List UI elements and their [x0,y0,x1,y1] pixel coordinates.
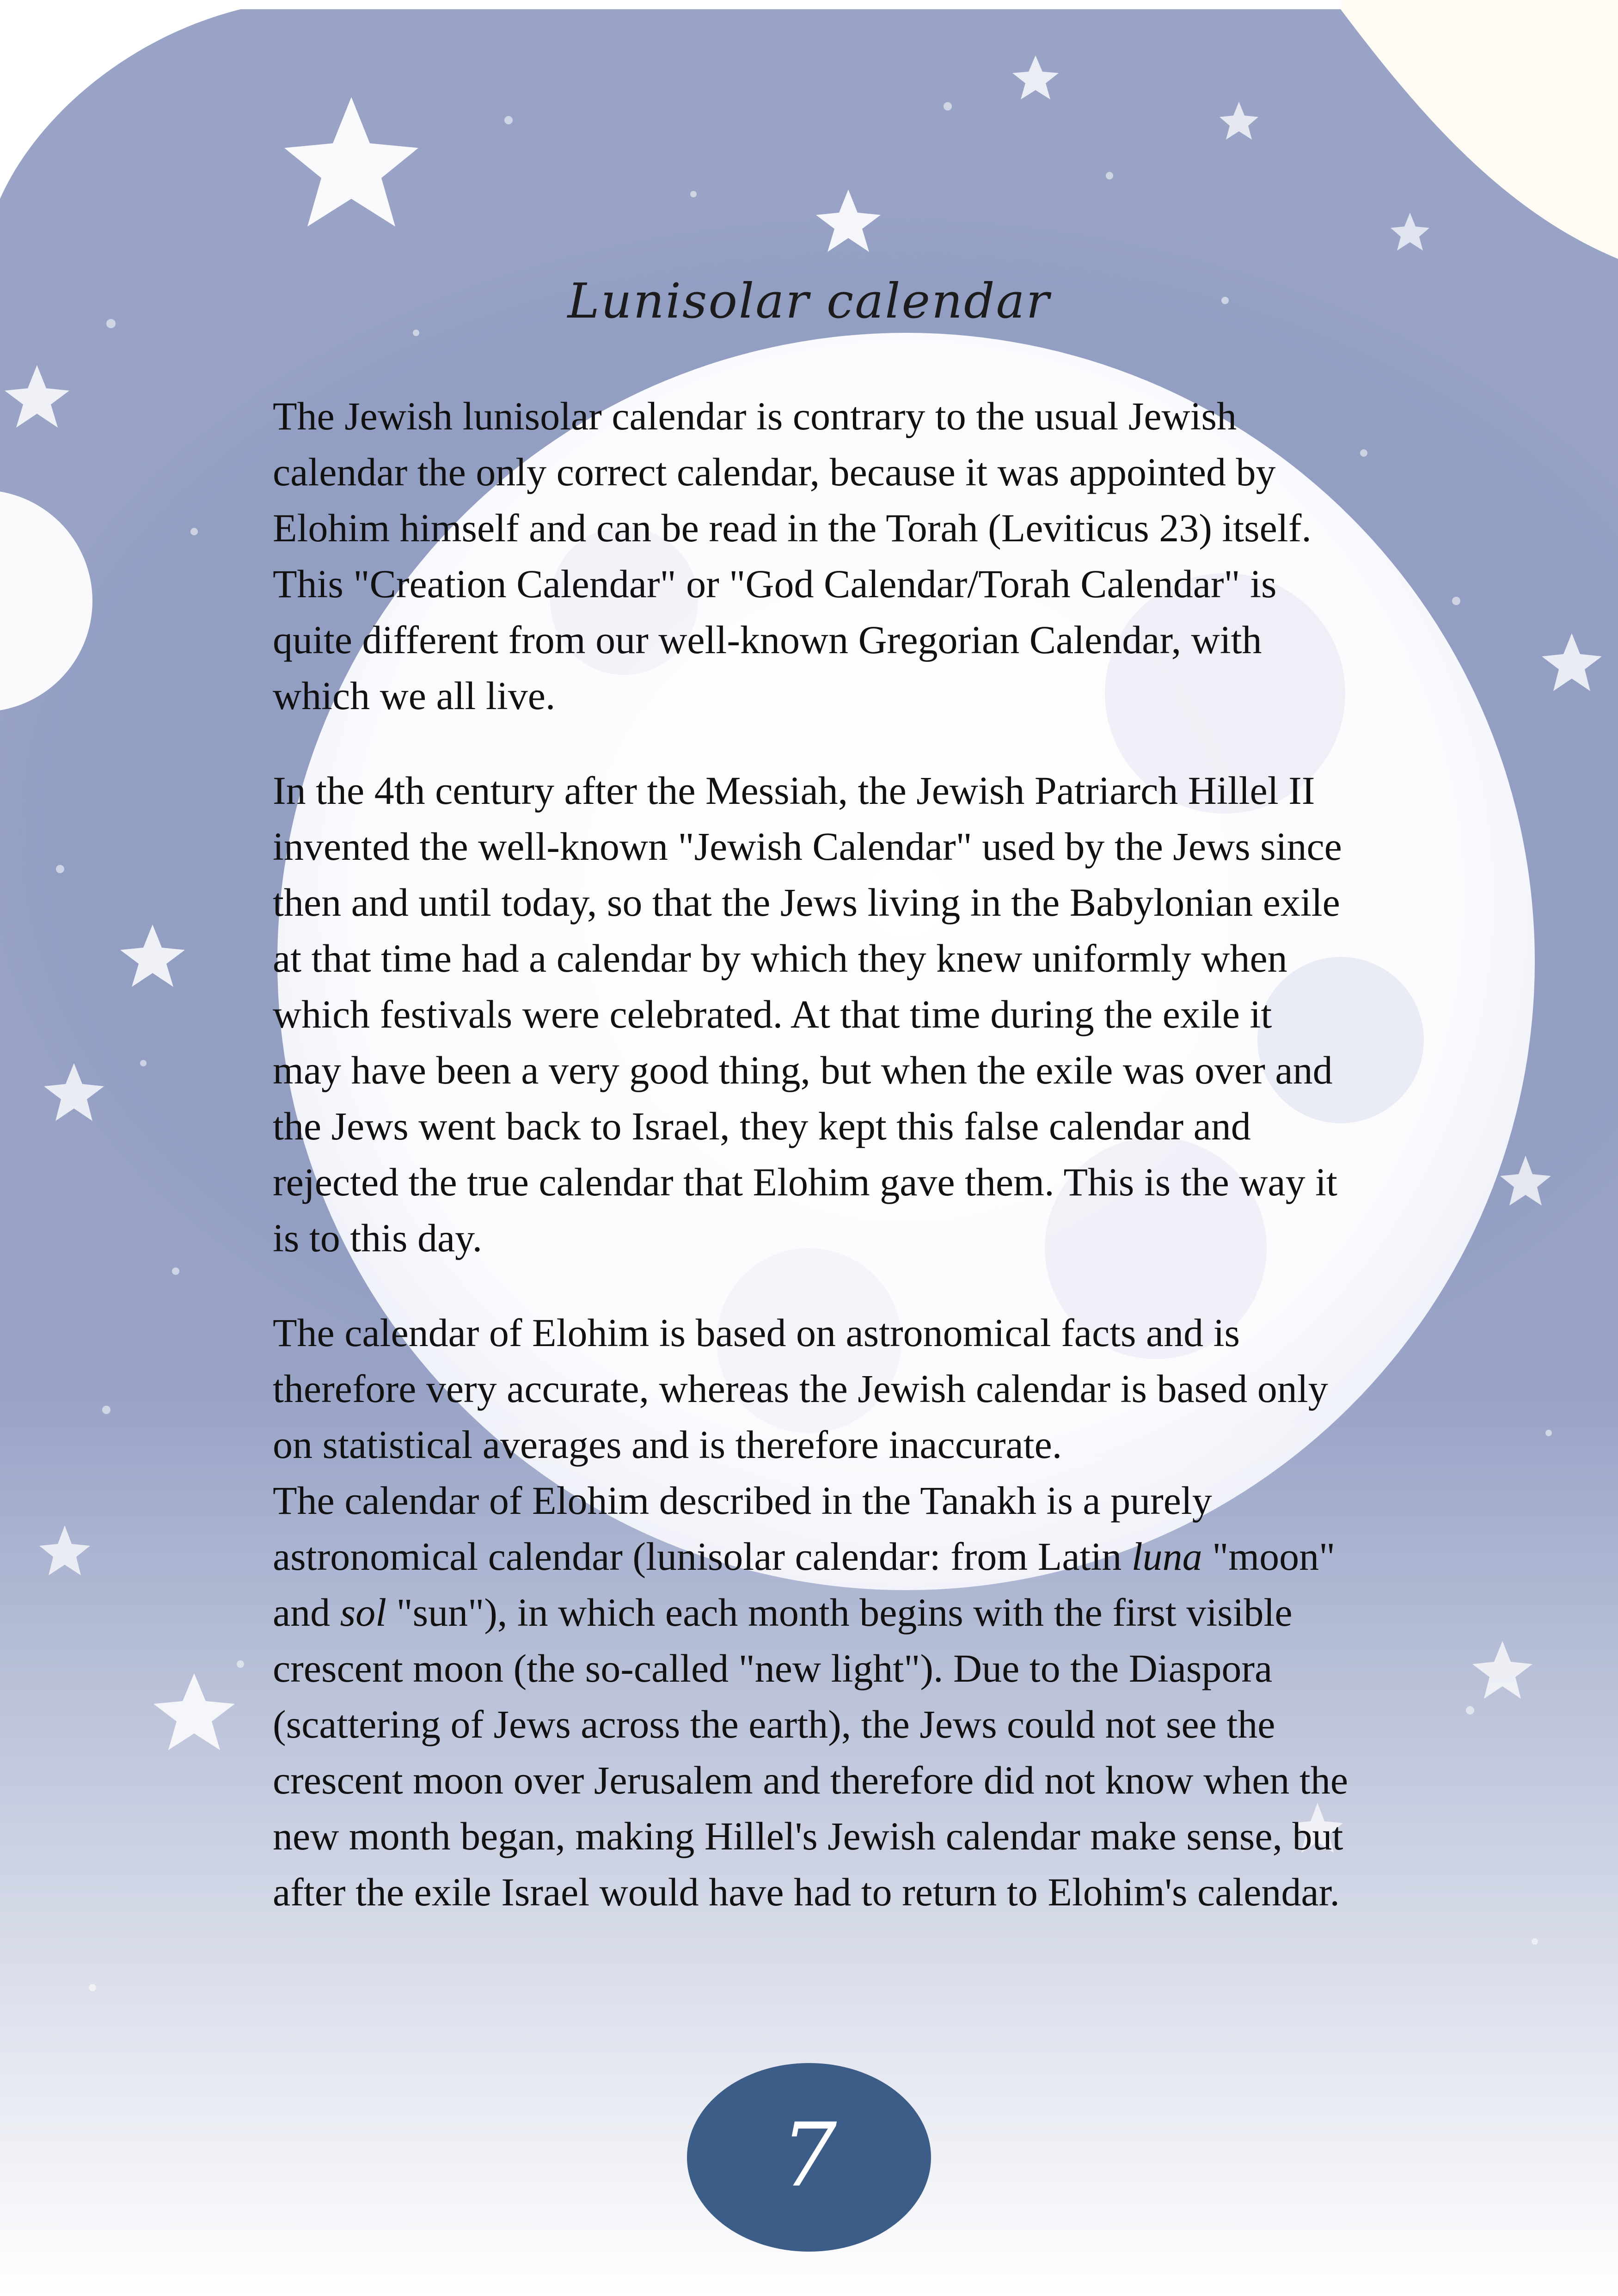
text-run: The calendar of Elohim described in the Tanakh is a purely astronomical calendar (lunisolar calendar: from Latin [273,1478,1212,1579]
article-body [273,388,1350,1920]
text-run: "moon" and [273,1534,1336,1635]
paragraph-history: In the 4th century after the Messiah, the Jewish Patriarch Hillel II invented the well-known "Jewish Calendar" used by the Jews since then and until today, so that the Jews living in the Babylonian exile at that time had a calendar by which they knew uniformly when which festivals were celebrated. At that time during the exile it may have been a very good thing, but when the exile was over and the Jews went back to Israel, they kept this false calendar and rejected the true calendar that Elohim gave them. This is the way it is to this day. [273,768,1342,1260]
paragraph-accuracy: The calendar of Elohim is based on astronomical facts and is therefore very accurate, whereas the Jewish calendar is based only on statistical averages and is therefore inaccurate. [273,1310,1328,1467]
paragraph-intro: The Jewish lunisolar calendar is contrary to the usual Jewish calendar the only correct calendar, because it was appointed by Elohim himself and can be read in the Torah (Leviticus 23) itself. This "Creation Calendar" or "God Calendar/Torah Calendar" is quite different from our well-known Gregorian Calendar, with which we all live. [273,394,1312,718]
page-title: Lunisolar calendar [567,273,1051,329]
text-run: "sun"), in which each month begins with the first visible crescent moon (the so-called "new light"). Due to the Diaspora (scattering of Jews across the earth), the Jews could not see the crescent moon over Jerusalem and therefore did not know when the new month began, making Hillel's Jewish calendar make sense, but after the exile Israel would have had to return to Elohim's calendar. [273,1590,1348,1914]
page-number: 7 [781,2104,837,2206]
latin-term-luna: luna [1131,1534,1202,1579]
paragraph-definition [273,1473,1350,1920]
page-number-badge [687,2063,931,2252]
latin-term-sol: sol [340,1590,387,1635]
